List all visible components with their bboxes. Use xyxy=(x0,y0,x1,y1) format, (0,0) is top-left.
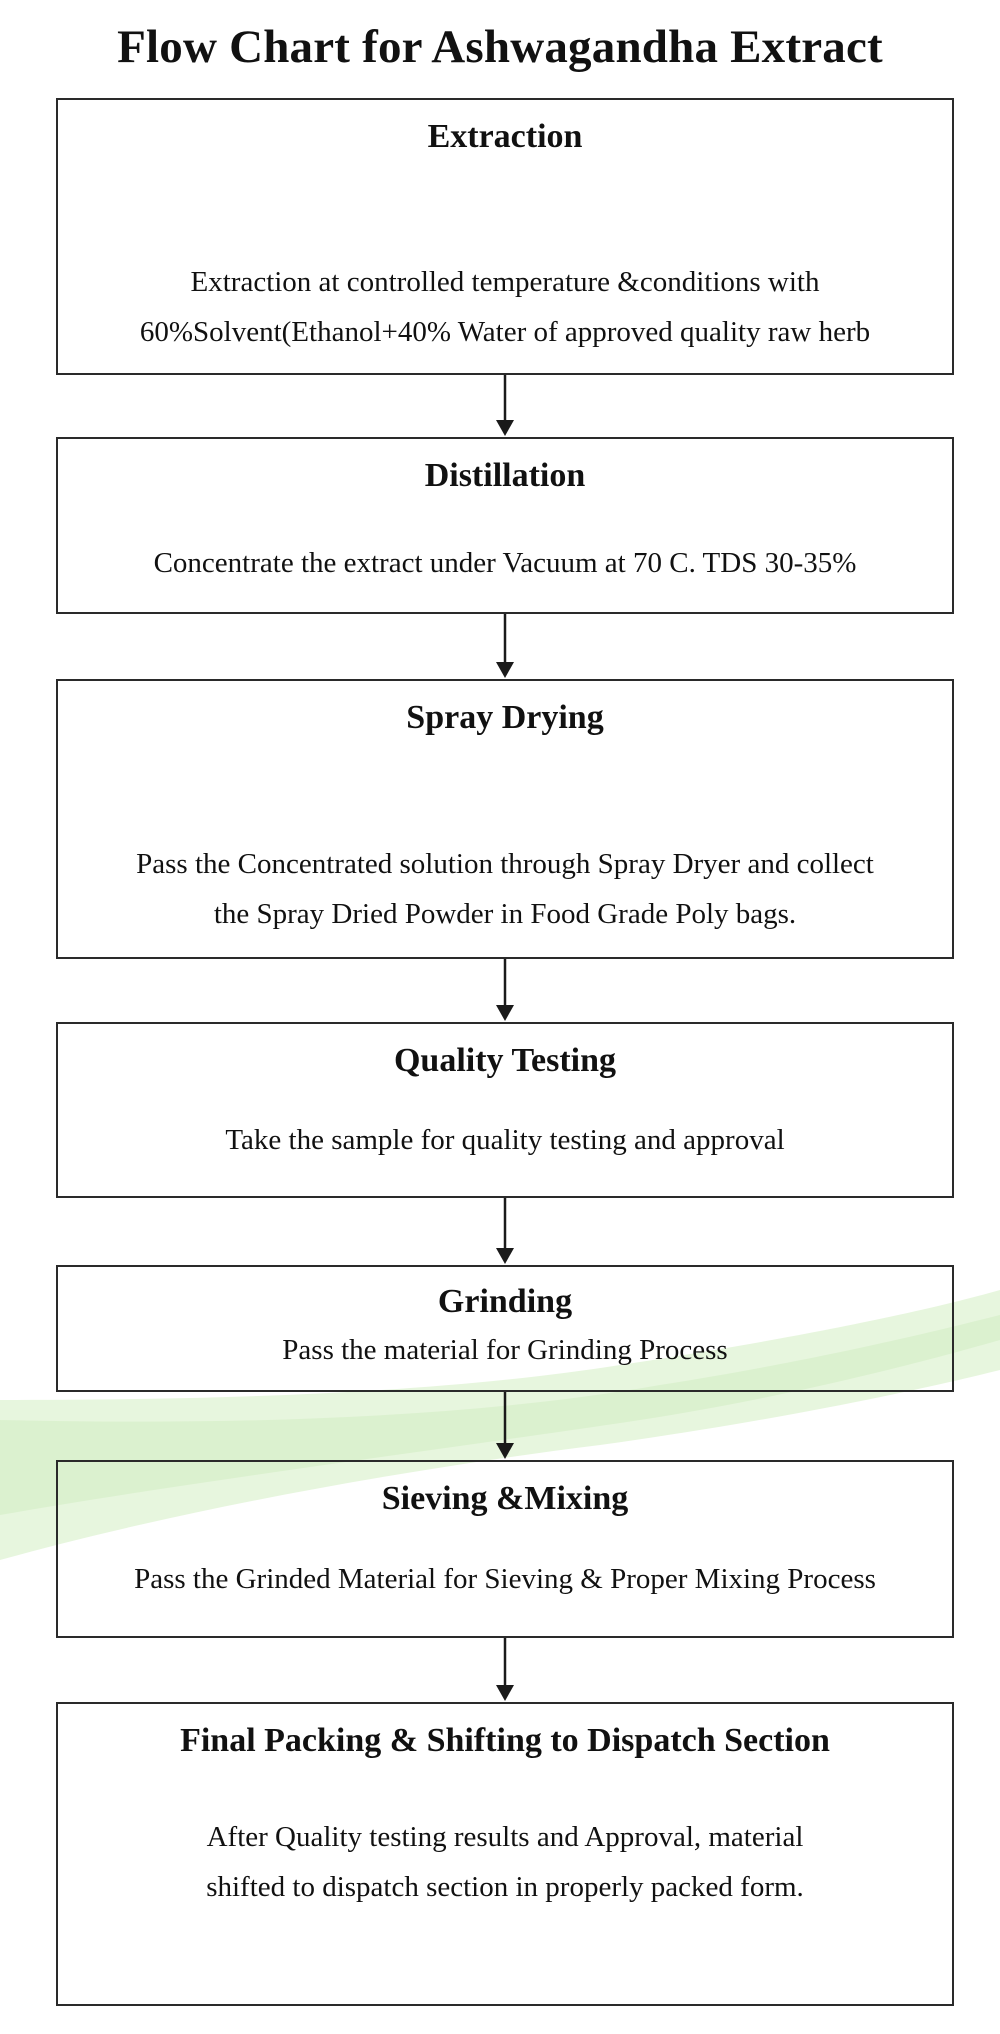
flowchart-title: Flow Chart for Ashwagandha Extract xyxy=(117,21,883,73)
step-title: Distillation xyxy=(424,457,586,494)
step-description-line: Concentrate the extract under Vacuum at 70 C. TDS 30-35% xyxy=(153,547,857,579)
arrow-down-icon xyxy=(496,1392,514,1459)
step-title: Final Packing & Shifting to Dispatch Section xyxy=(180,1722,830,1759)
step-description-line: Extraction at controlled temperature &conditions with xyxy=(190,266,820,298)
step-title: Grinding xyxy=(437,1283,573,1320)
step-description-line: Pass the Grinded Material for Sieving & Proper Mixing Process xyxy=(134,1563,876,1595)
step-description-line: Pass the Concentrated solution through Spray Dryer and collect xyxy=(136,848,874,880)
step-description-line: the Spray Dried Powder in Food Grade Poly bags. xyxy=(213,898,797,930)
step-title: Quality Testing xyxy=(393,1042,616,1079)
arrow-down-icon xyxy=(496,614,514,678)
arrow-down-icon xyxy=(496,1198,514,1264)
step-title: Extraction xyxy=(427,118,583,155)
step-description-line: Pass the material for Grinding Process xyxy=(282,1334,728,1366)
step-title: Spray Drying xyxy=(406,699,604,736)
step-description-line: 60%Solvent(Ethanol+40% Water of approved quality raw herb xyxy=(139,316,871,348)
arrow-down-icon xyxy=(496,1638,514,1701)
arrow-down-icon xyxy=(496,959,514,1021)
step-title: Sieving &Mixing xyxy=(381,1480,629,1517)
step-description-line: Take the sample for quality testing and approval xyxy=(225,1124,785,1156)
step-description-line: After Quality testing results and Approval, material xyxy=(206,1821,804,1853)
arrow-down-icon xyxy=(496,375,514,436)
step-description-line: shifted to dispatch section in properly packed form. xyxy=(206,1871,804,1903)
